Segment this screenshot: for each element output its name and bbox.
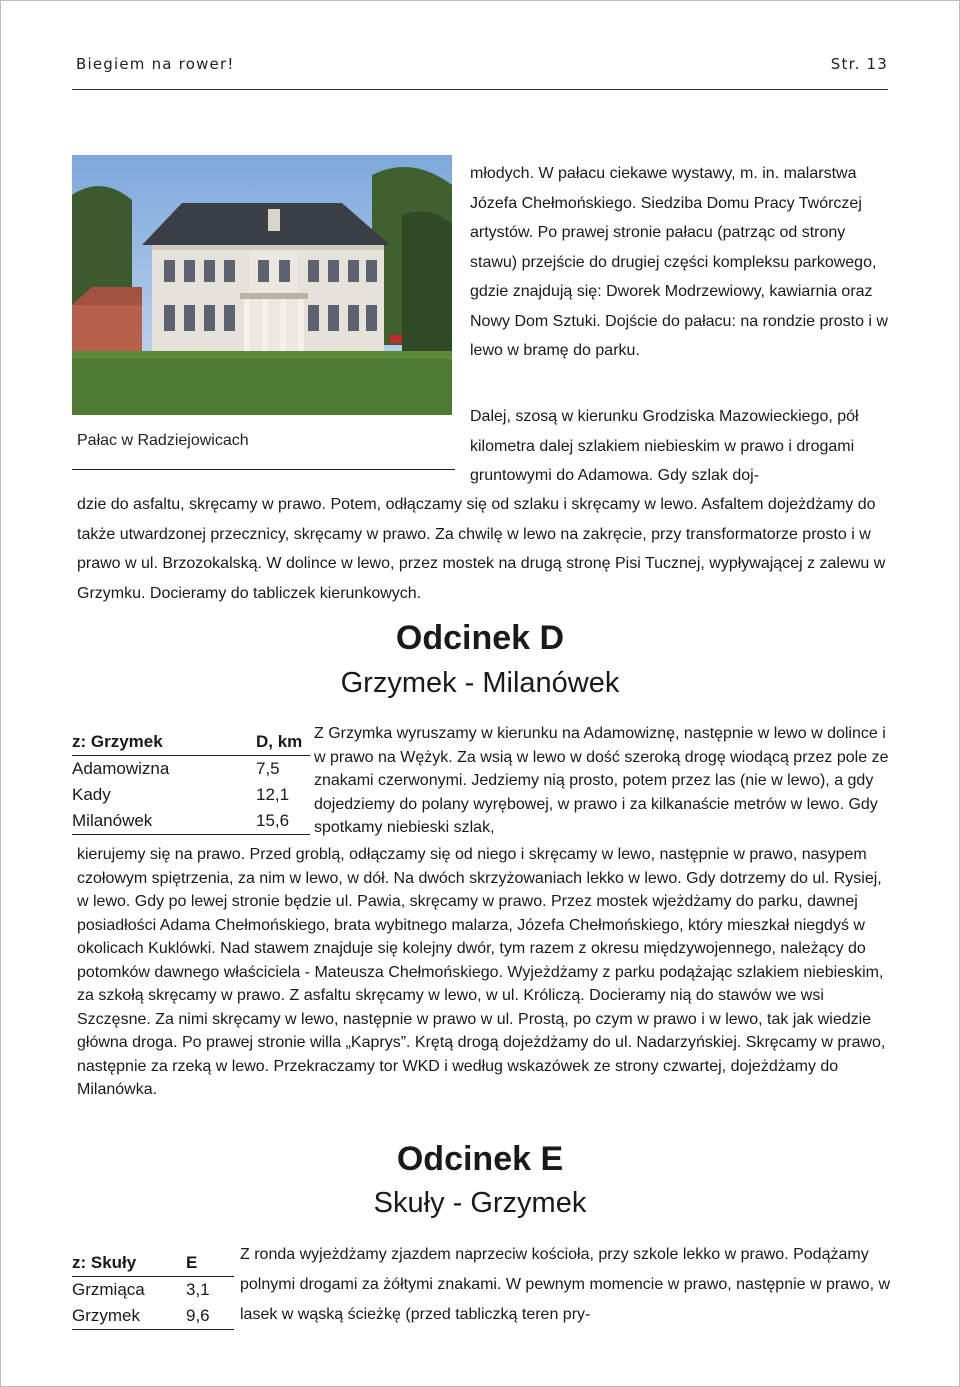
- section-d-side-paragraph: Z Grzymka wyruszamy w kierunku na Adamowiznę, następnie w lewo w dolince i w prawo na Wężyk. Za wsią w lewo w dość szeroką drogę wiodącą przez pole ze znakami czerwonymi. Jedziemy nią prosto, potem przez las (nie w lewo), a gdy dojedziemy do polany wyrębowej, w prawo i za kilkanaście metrów w lewo. Gdy spotkamy niebieski szlak,: [314, 725, 889, 837]
- intro-paragraph-2-continued: dzie do asfaltu, skręcamy w prawo. Potem, odłączamy się od szlaku i skręcamy w lewo. Asfaltem dojeżdżamy do także utwardzonej przecznicy, skręcamy w prawo. Za chwilę w lewo na zakręcie, przy transformatorze prosto i w prawo w ul. Brzozokalską. W dolince w lewo, przez mostek na drugą stronę Pisi Tucznej, wypływającej z zalewu w Grzymku. Docieramy do tabliczek kierunkowych.: [77, 496, 886, 602]
- palace-photo: [72, 155, 452, 415]
- table-cell: 7,5: [256, 759, 280, 778]
- table-cell: 15,6: [256, 808, 310, 835]
- caption-rule: [72, 469, 455, 470]
- section-e-route-table: [72, 1250, 234, 1330]
- section-e-subtitle: Skuły - Grzymek: [373, 1187, 587, 1219]
- page-number: Str. 13: [830, 55, 888, 73]
- section-d-route-table: [72, 729, 310, 835]
- table-header-cell: D, km: [256, 729, 310, 756]
- section-d-subtitle: Grzymek - Milanówek: [340, 667, 620, 699]
- table-cell: Kady: [72, 785, 111, 804]
- table-header-cell: z: Grzymek: [72, 729, 256, 756]
- table-cell: Adamowizna: [72, 759, 170, 778]
- table-row: [72, 1277, 234, 1304]
- photo-caption: Pałac w Radziejowicach: [77, 432, 249, 449]
- section-d-paragraph: kierujemy się na prawo. Przed groblą, odłączamy się od niego i skręcamy w lewo, następnie w prawo, nasypem czołowym spiętrzenia, za nim w lewo, w dół. Na dwóch skrzyżowaniach lekko w lewo. Gdy dotrzemy do ul. Rysiej, w lewo. Gdy po lewej stronie będzie ul. Pawia, skręcamy w prawo. Przez mostek wjeżdżamy do parku, dawnej posiadłości Adama Chełmońskiego, brata wybitnego malarza, Józefa Chełmońskiego, który mieszkał niegdyś w okolicach Kuklówki. Nad stawem znajduje się kolejny dwór, tym razem z okresu międzywojennego, należący do potomków dawnego właściciela - Mateusza Chełmońskiego. Wyjeżdżamy z parku podążając szlakiem niebieskim, za szkołą skręcamy w prawo. Z asfaltu skręcamy w lewo, w ul. Króliczą. Docieramy nią do stawów we wsi Szczęsne. Za nimi skręcamy w lewo, następnie w prawo w ul. Prostą, po czym w prawo i w lewo, tak jak wiedzie główna droga. Po prawej stronie willa „Kaprys”. Krętą drogą dojeżdżamy do ul. Nadarzyńskiej. Skręcamy w prawo, następnie za rzeką w lewo. Przekraczamy tor WKD i według wskazówek ze strony czwartej, dojeżdżamy do Milanówka.: [77, 846, 886, 1098]
- header-rule: [72, 89, 888, 90]
- table-header-row: [72, 729, 310, 756]
- table-cell: 9,6: [186, 1303, 234, 1330]
- running-header-title: Biegiem na rower!: [76, 55, 235, 73]
- section-e-paragraph: Z ronda wyjeżdżamy zjazdem naprzeciw kościoła, przy szkole lekko w prawo. Podążamy polnymi drogami za żółtymi znakami. W pewnym momencie w prawo, następnie w prawo, w lasek w wąską ścieżkę (przed tabliczką teren pry-: [240, 1246, 891, 1323]
- table-header-row: [72, 1250, 234, 1277]
- section-d-title: Odcinek D: [395, 619, 565, 657]
- table-cell: 3,1: [186, 1280, 210, 1299]
- table-row: [72, 1303, 234, 1330]
- table-cell: Milanówek: [72, 808, 256, 835]
- table-cell: Grzmiąca: [72, 1280, 145, 1299]
- table-cell: Grzymek: [72, 1303, 186, 1330]
- table-row: [72, 782, 310, 808]
- table-header-cell: z: Skuły: [72, 1250, 186, 1277]
- table-row: [72, 808, 310, 835]
- table-row: [72, 756, 310, 783]
- intro-column-paragraph-2: Dalej, szosą w kierunku Grodziska Mazowieckiego, pół kilometra dalej szlakiem niebieskim w prawo i drogami gruntowymi do Adamowa. Gdy szlak doj-: [470, 408, 859, 484]
- section-e-title: Odcinek E: [396, 1140, 564, 1178]
- intro-column-paragraph-1: młodych. W pałacu ciekawe wystawy, m. in. malarstwa Józefa Chełmońskiego. Siedziba Domu Pracy Twórczej artystów. Po prawej stronie pałacu (patrząc od strony stawu) przejście do drugiej części kompleksu parkowego, gdzie znajdują się: Dworek Modrzewiowy, kawiarnia oraz Nowy Dom Sztuki. Dojście do pałacu: na rondzie prosto i w lewo w bramę do parku.: [470, 165, 888, 359]
- table-header-cell: E: [186, 1250, 234, 1277]
- table-cell: 12,1: [256, 785, 290, 804]
